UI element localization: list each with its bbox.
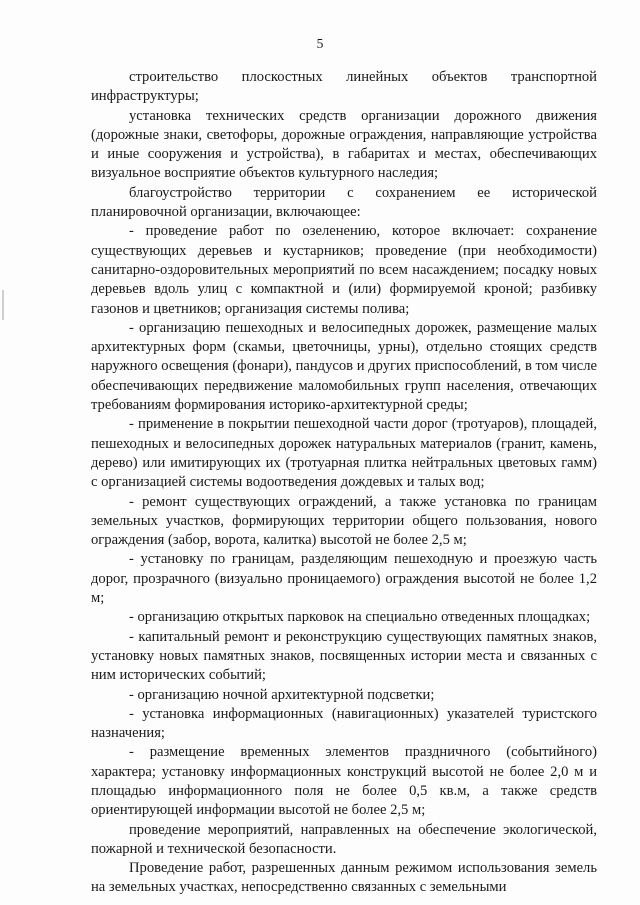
paragraph-safety: проведение мероприятий, направленных на обеспечение экологической, пожарной и технической безопасности. xyxy=(91,821,597,857)
paragraph-paths: - организацию пешеходных и велосипедных дорожек, размещение малых архитектурных форм (скамьи, цветочницы, урны), отдельно стоящих средств наружного освещения (фонари), пандусов и других приспособлений, в том числе обеспечивающих передвижение маломобильных групп населения, отвечающих требованиям формирования историко-архитектурной среды; xyxy=(91,319,597,414)
scan-edge-mark xyxy=(2,290,4,320)
paragraph-memorial-signs: - капитальный ремонт и реконструкцию существующих памятных знаков, установку новых памятных знаков, посвященных истории места и связанных с ним исторических событий; xyxy=(91,628,597,684)
paragraph-paving: - применение в покрытии пешеходной части дорог (тротуаров), площадей, пешеходных и велосипедных дорожек натуральных материалов (гранит, камень, дерево) или имитирующих их (тротуарная плитка нейтральных цветовых гамм) с организацией системы водоотведения дождевых и талых вод; xyxy=(91,416,597,491)
paragraph-landscaping-intro: благоустройство территории с сохранением ее исторической планировочной организации, включающее: xyxy=(91,184,597,221)
paragraph-greening: - проведение работ по озеленению, которое включает: сохранение существующих деревьев и кустарников; проведение (при необходимости) санитарно-оздоровительных мероприятий по всем насаждением; посадку новых деревьев вдоль улиц с компактной и (или) формируемой кроной; разбивку газонов и цветников; организация системы полива; xyxy=(91,223,597,317)
page-number: 5 xyxy=(316,36,324,51)
paragraph-fencing: - ремонт существующих ограждений, а также установка по границам земельных участков, формирующих территории общего пользования, нового ограждения (забор, ворота, калитка) высотой не более 2,5 м; xyxy=(91,493,597,549)
paragraph-traffic-control: установка технических средств организации дорожного движения (дорожные знаки, светофоры, дорожные ограждения, направляющие устройства и иные сооружения и устройства), в габаритах и местах, обеспечивающих визуальное восприятие объектов культурного наследия; xyxy=(91,107,597,182)
paragraph-temporary-elements: - размещение временных элементов праздничного (событийного) характера; установку информационных конструкций высотой не более 2,0 м и площадью информационного поля не более 0,5 кв.м, а также средств ориентирующей информации высотой не более 2,5 м; xyxy=(91,744,597,819)
paragraph-tourist-signs: - установка информационных (навигационных) указателей туристского назначения; xyxy=(91,705,597,742)
paragraph-transport-infrastructure: строительство плоскостных линейных объектов транспортной инфраструктуры; xyxy=(91,69,597,105)
paragraph-works-permitted: Проведение работ, разрешенных данным режимом использования земель на земельных участках, непосредственно связанных с земельными xyxy=(91,860,597,896)
paragraph-transparent-fencing: - установку по границам, разделяющим пешеходную и проезжую часть дорог, прозрачного (визуально проницаемого) ограждения высотой не более 1,2 м; xyxy=(91,551,597,607)
paragraph-night-lighting: - организацию ночной архитектурной подсветки; xyxy=(129,686,435,703)
paragraph-parking: - организацию открытых парковок на специально отведенных площадках; xyxy=(129,609,591,626)
document-body xyxy=(91,68,597,898)
